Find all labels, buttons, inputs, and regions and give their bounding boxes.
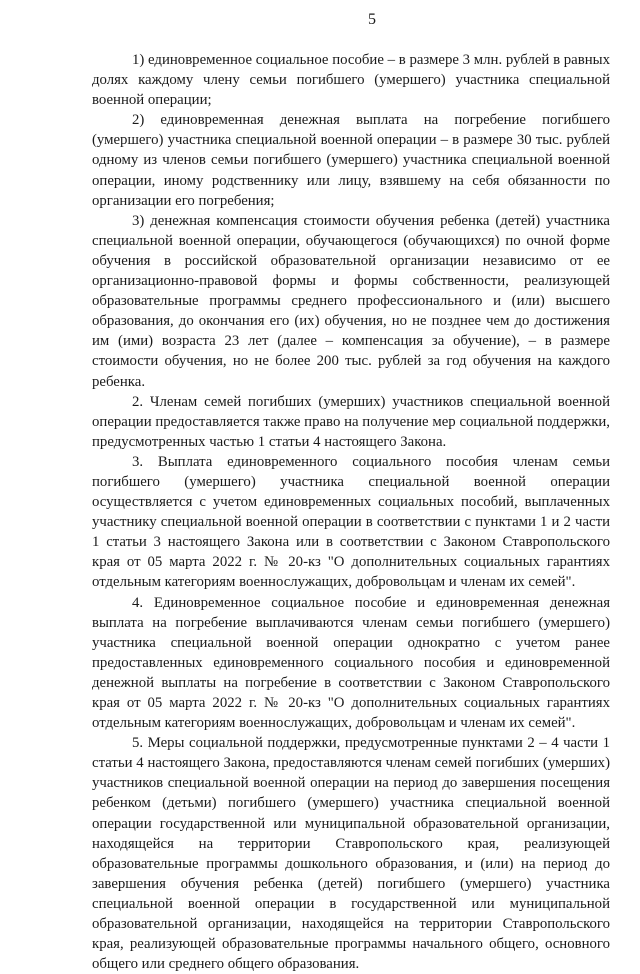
paragraph-item-3: 3) денежная компенсация стоимости обучения ребенка (детей) участника специальной военной операции, обучающегося (обучающихся) по очной форме обучения в российской образовательной организации независимо от ее организационно-правовой формы и формы собственности, реализующей образовательные программы среднего профессионального и (или) высшего образования, до окончания его (их) обучения, но не позднее чем до достижения им (ими) возраста 23 лет (далее – компенсация за обучение), – в размере стоимости обучения, но не более 200 тыс. рублей за год обучения на каждого ребенка. bbox=[92, 212, 610, 390]
paragraph-item-2: 2) единовременная денежная выплата на погребение погибшего (умершего) участника специальной военной операции – в размере 30 тыс. рублей одному из членов семьи погибшего (умершего) участника специальной военной операции, иному родственнику или лицу, взявшему на себя обязанности по организации его погребения; bbox=[92, 112, 610, 209]
page-number: 5 bbox=[368, 11, 376, 28]
paragraph-section-4: 4. Единовременное социальное пособие и единовременная денежная выплата на погребение выплачиваются членам семьи погибшего (умершего) участника специальной военной операции однократно с учетом ранее предоставленных единовременного социального пособия и единовременной денежной выплаты на погребение в соответствии с Законом Ставропольского края от 05 марта 2022 г. № 20-кз "О дополнительных социальных гарантиях отдельным категориям военнослужащих, добровольцам и членам их семей". bbox=[92, 594, 610, 732]
paragraph-section-3: 3. Выплата единовременного социального пособия членам семьи погибшего (умершего) участника специальной военной операции осуществляется с учетом единовременных социальных пособий, выплаченных участнику специальной военной операции в соответствии с пунктами 1 и 2 части 1 статьи 3 настоящего Закона или в соответствии с Законом Ставропольского края от 05 марта 2022 г. № 20-кз "О дополнительных социальных гарантиях отдельным категориям военнослужащих, добровольцам и членам их семей". bbox=[92, 453, 610, 591]
paragraph-section-2: 2. Членам семей погибших (умерших) участников специальной военной операции предоставляется также право на получение мер социальной поддержки, предусмотренных частью 1 статьи 4 настоящего Закона. bbox=[92, 393, 610, 450]
paragraph-item-1: 1) единовременное социальное пособие – в размере 3 млн. рублей в равных долях каждому члену семьи погибшего (умершего) участника специальной военной операции; bbox=[92, 52, 610, 109]
paragraph-section-5: 5. Меры социальной поддержки, предусмотренные пунктами 2 – 4 части 1 статьи 4 настоящего Закона, предоставляются членам семей погибших (умерших) участников специальной военной операции на период до завершения посещения ребенком (детьми) погибшего (умершего) участника специальной военной операции государственной или муниципальной образовательной организации, находящейся на территории Ставропольского края, реализующей образовательные программы дошкольного образования, и (или) на период до завершения обучения ребенка (детей) погибшего (умершего) участника специальной военной операции в государственной или муниципальной образовательной организации, находящейся на территории Ставропольского края, реализующей образовательные программы начального общего, основного общего или среднего общего образования. bbox=[92, 735, 610, 973]
document-page bbox=[92, 10, 610, 974]
